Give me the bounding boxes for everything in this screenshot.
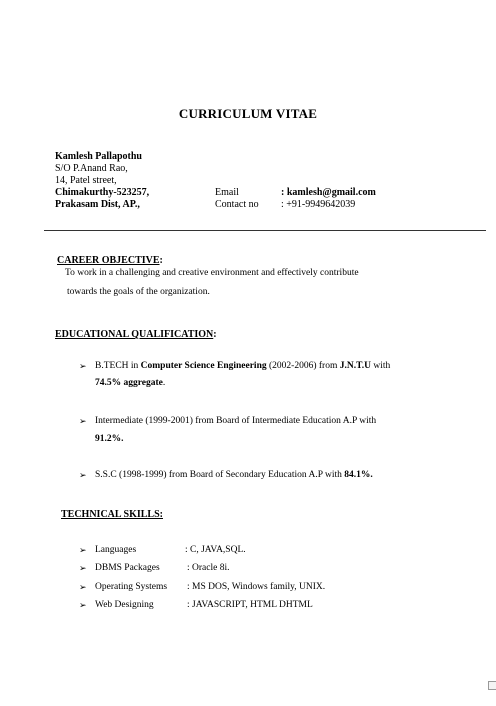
resize-grip-icon	[488, 681, 496, 690]
candidate-name: Kamlesh Pallapothu	[55, 151, 142, 162]
bullet-arrow-icon: ➢	[79, 582, 87, 592]
edu-text: .	[162, 378, 166, 388]
edu-degree: Computer Science Engineering	[140, 361, 267, 371]
edu-percentage: 84.1%.	[344, 470, 373, 480]
section-divider	[44, 230, 486, 231]
skill-label: Languages	[95, 545, 137, 555]
bullet-arrow-icon: ➢	[79, 563, 87, 573]
edu-university: J.N.T.U	[339, 361, 371, 371]
bullet-arrow-icon: ➢	[79, 545, 87, 555]
skill-value: : C, JAVA,SQL.	[185, 545, 246, 555]
education-item-2-line-2: 91.2%.	[95, 434, 124, 444]
bullet-arrow-icon: ➢	[79, 416, 87, 426]
bullet-arrow-icon: ➢	[79, 361, 87, 371]
skill-value: : JAVASCRIPT, HTML DHTML	[187, 600, 313, 610]
address-line-2: 14, Patel street,	[55, 175, 117, 186]
skill-label: DBMS Packages	[95, 563, 160, 573]
skill-label: Web Designing	[95, 600, 154, 610]
address-line-3: Chimakurthy-523257,	[55, 187, 150, 198]
phone-value: : +91-9949642039	[281, 199, 356, 210]
skill-value: : Oracle 8i.	[187, 563, 230, 573]
technical-skills-heading: TECHNICAL SKILLS:	[61, 509, 163, 520]
page-title: CURRICULUM VITAE	[178, 106, 318, 121]
career-line-2: towards the goals of the organization.	[67, 287, 210, 297]
education-heading-row	[55, 324, 217, 342]
edu-text: with	[370, 361, 391, 371]
edu-text: S.S.C (1998-1999) from Board of Secondary Education A.P with	[95, 470, 345, 480]
skill-label: Operating Systems	[95, 582, 168, 592]
edu-aggregate: 74.5% aggregate	[95, 378, 163, 388]
career-heading-row	[57, 250, 163, 268]
address-line-1: S/O P.Anand Rao,	[55, 163, 128, 174]
phone-label: Contact no	[215, 199, 259, 210]
career-objective-heading: CAREER OBJECTIVE	[57, 255, 160, 266]
email-value: : kamlesh@gmail.com	[281, 187, 376, 198]
edu-text: (2002-2006) from	[266, 361, 340, 371]
education-heading: EDUCATIONAL QUALIFICATION	[55, 329, 214, 340]
skill-value: : MS DOS, Windows family, UNIX.	[187, 582, 326, 592]
career-heading-colon: :	[159, 255, 163, 266]
edu-text: B.TECH in	[95, 361, 141, 371]
bullet-arrow-icon: ➢	[79, 600, 87, 610]
address-line-4: Prakasam Dist, AP.,	[55, 199, 140, 210]
bullet-arrow-icon: ➢	[79, 470, 87, 480]
education-item-2-line-1: Intermediate (1999-2001) from Board of Intermediate Education A.P with	[95, 416, 377, 426]
education-item-3	[95, 470, 373, 480]
email-label: Email	[215, 187, 239, 198]
education-heading-colon: :	[213, 329, 217, 340]
career-line-1: To work in a challenging and creative environment and effectively contribute	[65, 268, 359, 278]
education-item-1-line-1	[95, 361, 390, 371]
education-item-1-line-2	[95, 378, 165, 388]
